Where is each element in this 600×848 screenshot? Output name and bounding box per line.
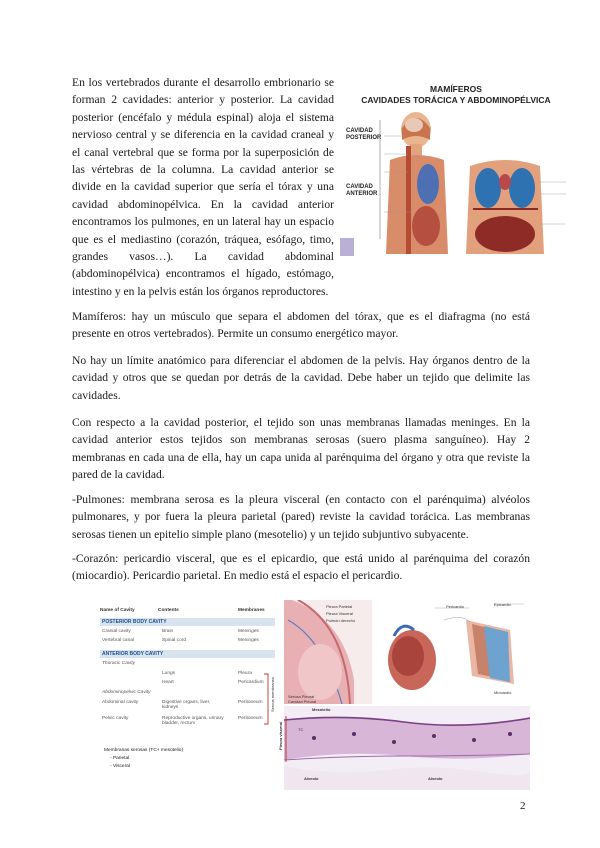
table-section-anterior: ANTERIOR BODY CAVITY <box>100 650 275 658</box>
micro-label: Alveolo <box>428 776 443 781</box>
table-cell: Brain <box>162 629 174 634</box>
table-cell: Abdominopelvic Cavity <box>102 690 151 695</box>
paragraph-pulmones: -Pulmones: membrana serosa es la pleura visceral (en contacto con el parénquima) alvéolos pulmonares, y por fuera la pleura parietal (pared) reviste la cavidad torácica. Las membranas serosas tienen un epitelio simple plano (mesotelio) y un tejido subjuntivo subyacente. <box>72 493 530 541</box>
paragraph-limite: No hay un límite anatómico para diferenciar el abdomen de la pelvis. Hay órganos dentro de la cavidad y otros que se quedan por detrás de la cavidad. Debe haber un tejido que delimite las cavidades. <box>72 354 530 402</box>
heart-label: Pericardio <box>446 604 465 609</box>
table-cell: Heart <box>162 680 174 685</box>
serous-bracket <box>98 600 280 790</box>
label-cavidad-anterior: CAVIDAD ANTERIOR <box>346 184 378 197</box>
table-cell: Meninges <box>238 629 259 634</box>
table-cell: Pericardium <box>238 680 264 685</box>
body-cavity-illustration <box>340 84 572 258</box>
micro-label: Pleura visceral <box>278 721 283 750</box>
table-cell: Digestive organs, liver, kidneys <box>162 700 211 710</box>
table-cell: Lungs <box>162 671 176 676</box>
lung-label: Pulmón derecho <box>326 618 356 623</box>
figure-title-1: MAMÍFEROS <box>430 84 482 94</box>
heart-pericardium-illustration <box>374 600 530 704</box>
table-cell: Thoracic Cavity <box>102 661 136 666</box>
table-header-name: Name of Cavity <box>100 608 135 613</box>
heart-label: Epicardio <box>494 602 511 607</box>
figure-title-2: CAVIDADES TORÁCICA Y ABDOMINOPÉLVICA <box>361 95 551 105</box>
table-cell: Peritoneum <box>238 716 263 721</box>
intro-paragraph: En los vertebrados durante el desarrollo embrionario se forman 2 cavidades: anterior y posterior. La cavidad posterior (encéfalo y médula espinal) aloja el sistema nervioso central y se diferencia en la cavidad craneal y el canal vertebral que se forma por la superposición de las vértebras de la columna. La cavidad anterior se divide en la cavidad superior que sería el tórax y una cavidad abdominopélvica. En la cavidad anterior encontramos los pulmones, en un lateral hay un espacio que es el mediastino (corazón, tráquea, esófago, timo, grandes vasos…). La cavidad abdominal (abdominopélvica) encontramos el hígado, estómago, intestino y en la pelvis están los órganos reproductores. <box>72 76 334 298</box>
table-cell: Peritoneum <box>238 700 263 705</box>
lung-caption: Cavidad Pleural <box>288 699 317 704</box>
table-cell: Abdominal cavity <box>102 700 139 705</box>
mammal-cavities-figure <box>340 84 572 258</box>
table-cell: Spinal cord <box>162 638 186 643</box>
pleura-micrograph <box>284 706 530 790</box>
paragraph-membranas: Con respecto a la cavidad posterior, el tejido son unas membranas llamadas meninges. En la cavidad anterior estos tejidos son membranas serosas (suero plasma sanguíneo). Hay 2 membranas en cada una de ella, hay un capa unida al parénquima del órgano y otra que reviste la pared de la cavidad. <box>72 416 530 482</box>
micro-label: Mesotelio <box>312 707 331 712</box>
label-cavidad-posterior: CAVIDAD POSTERIOR <box>346 128 382 141</box>
note-item-parietal: - Parietal <box>110 756 130 761</box>
heart-label: Miocardio <box>494 690 512 695</box>
paragraph-mamiferos: Mamíferos: hay un músculo que separa el abdomen del tórax, que es el diafragma (no está presente en otros vertebrados). Permite un consumo energético mayor. <box>72 310 530 341</box>
micro-label: Alveolo <box>304 776 319 781</box>
table-cell: Pelvic cavity <box>102 716 129 721</box>
lung-label: Pleura Parietal <box>326 604 353 609</box>
note-item-visceral: - Visceral <box>110 764 130 769</box>
table-cell: Pleura <box>238 671 252 676</box>
note-title: Membranas serosas (TC+ mesotelio) <box>104 748 184 753</box>
page-number: 2 <box>520 800 526 812</box>
table-section-posterior: POSTERIOR BODY CAVITY <box>100 618 275 626</box>
table-cell: Cranial cavity <box>102 629 131 634</box>
serous-side-label: Serous membranes <box>270 677 275 712</box>
table-cell: Vertebral canal <box>102 638 134 643</box>
table-header-membranes: Membranes <box>238 608 265 613</box>
table-header-contents: Contents <box>158 608 179 613</box>
body-cavities-table <box>98 600 280 790</box>
table-cell: Meninges <box>238 638 259 643</box>
lung-caption: Serosa Pleural <box>288 694 315 699</box>
serous-membranes-figure <box>98 600 530 790</box>
paragraph-corazon: -Corazón: pericardio visceral, que es el epicardio, que está unido al parénquima del corazón (miocardio). Pericardio parietal. En medio está el espacio el pericardio. <box>72 552 530 583</box>
table-cell: Reproductive organs, urinary bladder, rectum <box>162 716 224 726</box>
lung-label: Pleura Visceral <box>326 611 353 616</box>
micro-label: TC <box>298 727 304 732</box>
